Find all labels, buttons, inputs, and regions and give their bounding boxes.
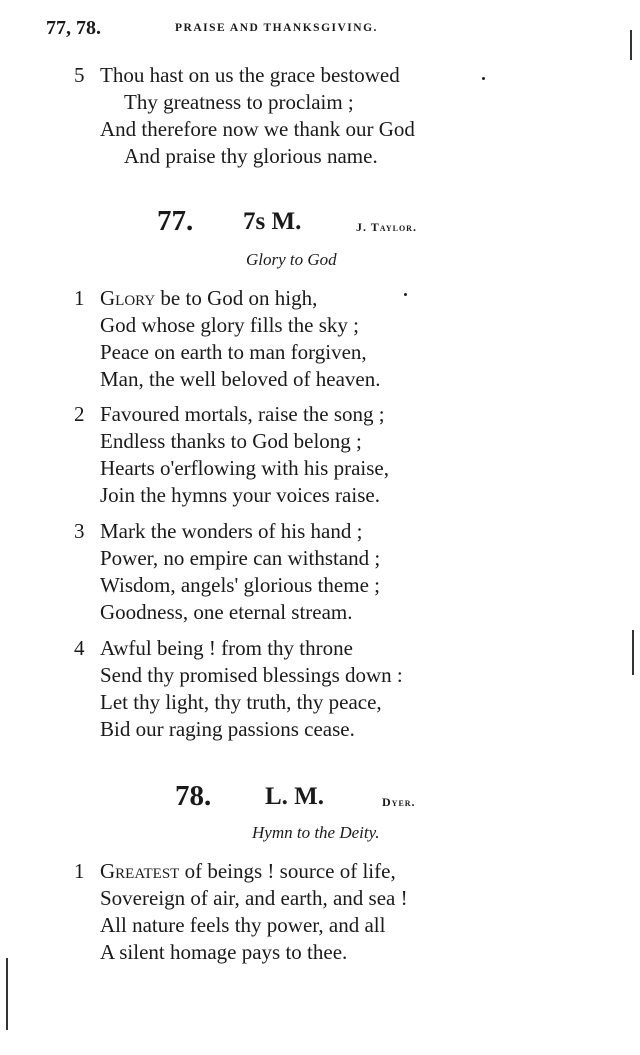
hymn-78-meter: L. M. <box>265 783 325 810</box>
verse-line: A silent homage pays to thee. <box>100 940 348 964</box>
verse-line: 5 Thou hast on us the grace bestowed <box>74 63 400 87</box>
stanza-number: 3 <box>74 519 85 543</box>
scan-edge-mark <box>6 958 8 1030</box>
verse-line: Power, no empire can withstand ; <box>100 546 381 570</box>
verse-line: Join the hymns your voices raise. <box>100 483 380 507</box>
hymn-77-meter: 7s M. <box>243 208 302 235</box>
hymn-77-author: J. Taylor. <box>356 220 417 234</box>
verse-line: And therefore now we thank our God <box>100 117 415 141</box>
verse-line: Sovereign of air, and earth, and sea ! <box>100 886 408 910</box>
verse-line: Hearts o'erflowing with his praise, <box>100 456 389 480</box>
stanza-5-continued <box>74 62 415 170</box>
hymn-78-subtitle: Hymn to the Deity. <box>252 823 380 842</box>
scan-speck <box>404 293 407 296</box>
verse-line: Bid our raging passions cease. <box>100 717 355 741</box>
hymn-77-stanza-2 <box>74 401 389 509</box>
hymn-77-stanza-4 <box>74 635 403 743</box>
verse-line: Wisdom, angels' glorious theme ; <box>100 573 380 597</box>
verse-line: Send thy promised blessings down : <box>100 663 403 687</box>
hymn-78-stanza-1 <box>74 858 408 966</box>
page-numbers: 77, 78. <box>46 17 101 39</box>
hymn-78-author: Dyer. <box>382 795 416 809</box>
verse-line: Endless thanks to God belong ; <box>100 429 362 453</box>
hymn-77-number: 77. <box>157 205 194 237</box>
running-title: PRAISE AND THANKSGIVING. <box>175 22 378 34</box>
verse-line: God whose glory fills the sky ; <box>100 313 359 337</box>
hymn-77-stanza-3 <box>74 518 380 626</box>
scan-speck <box>482 77 485 80</box>
scan-edge-mark <box>630 30 632 60</box>
verse-line: 1 Greatest of beings ! source of life, <box>74 859 396 883</box>
stanza-number: 2 <box>74 402 85 426</box>
verse-line: And praise thy glorious name. <box>124 144 378 168</box>
hymn-77-stanza-1 <box>74 285 381 393</box>
stanza-number: 1 <box>74 286 85 310</box>
stanza-number: 1 <box>74 859 85 883</box>
stanza-number: 4 <box>74 636 85 660</box>
stanza-number: 5 <box>74 63 85 87</box>
hymn-78-number: 78. <box>175 780 212 812</box>
verse-line: Let thy light, thy truth, thy peace, <box>100 690 382 714</box>
verse-line: 3 Mark the wonders of his hand ; <box>74 519 363 543</box>
verse-line: 2 Favoured mortals, raise the song ; <box>74 402 385 426</box>
hymn-77-subtitle: Glory to God <box>246 250 337 269</box>
verse-line: All nature feels thy power, and all <box>100 913 386 937</box>
verse-line: Thy greatness to proclaim ; <box>124 90 354 114</box>
scan-edge-mark <box>632 630 634 675</box>
verse-line: Peace on earth to man forgiven, <box>100 340 367 364</box>
verse-line: 4 Awful being ! from thy throne <box>74 636 353 660</box>
verse-line: Goodness, one eternal stream. <box>100 600 353 624</box>
verse-line: Man, the well beloved of heaven. <box>100 367 381 391</box>
verse-line: 1 Glory be to God on high, <box>74 286 318 310</box>
